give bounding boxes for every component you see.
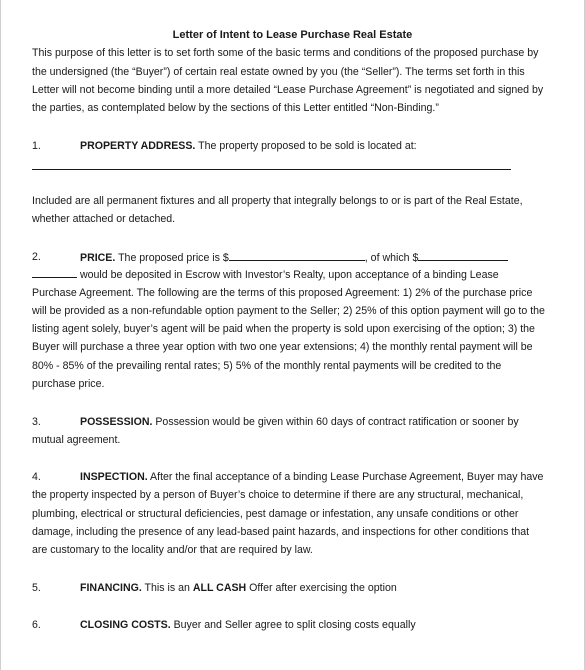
section-2-line: purchase price. — [32, 378, 105, 390]
section-4 — [80, 470, 543, 484]
section-3-text: Possession would be given within 60 days of contract ratification or sooner by — [152, 416, 519, 428]
section-6 — [80, 618, 416, 632]
section-5 — [80, 581, 397, 595]
section-4-text: After the final acceptance of a binding Lease Purchase Agreement, Buyer may have — [147, 471, 544, 483]
section-6-number: 6. — [32, 619, 41, 631]
section-1-heading: PROPERTY ADDRESS. — [80, 140, 196, 152]
section-2-number: 2. — [32, 251, 41, 263]
section-2-line: will be provided as a non-refundable option payment to the Seller; 2) 25% of this option payment will go to the — [32, 305, 545, 317]
section-5-heading: FINANCING. — [80, 582, 142, 594]
deposit-amount-blank[interactable] — [32, 267, 77, 278]
section-2-line: listing agent solely, buyer’s agent will be paid when the property is sold upon exercising of the option; 3) the — [32, 323, 535, 335]
section-2-line: Buyer will purchase a three year option with two one year extensions; 4) the monthly rental payment will be — [32, 341, 533, 353]
section-2 — [80, 250, 508, 265]
section-3-number: 3. — [32, 416, 41, 428]
section-2-line: Purchase Agreement. The following are the terms of this proposed Agreement: 1) 2% of the purchase price — [32, 287, 533, 299]
section-2-line2-text: would be deposited in Escrow with Investor’s Realty, upon acceptance of a binding Lease — [77, 269, 499, 281]
section-3-heading: POSSESSION. — [80, 416, 153, 428]
section-2-heading: PRICE. — [80, 252, 116, 264]
address-blank-line[interactable] — [32, 169, 511, 170]
section-2-text-a: The proposed price is $ — [115, 252, 229, 264]
all-cash-emphasis: ALL CASH — [192, 582, 247, 594]
section-4-line: plumbing, electrical or structural deficiencies, pest damage or infestation, any unsafe conditions or other — [32, 508, 519, 520]
section-3 — [80, 415, 519, 429]
section-4-line: the property inspected by a person of Buyer’s choice to determine if there are any structural, mechanical, — [32, 489, 524, 501]
section-1 — [80, 139, 417, 153]
intro-line: the undersigned (the “Buyer”) of certain real estate owned by you (the “Seller”). The terms set forth in this — [32, 66, 525, 78]
section-4-number: 4. — [32, 471, 41, 483]
price-blank[interactable] — [229, 250, 365, 261]
section-5-text-b: Offer after exercising the option — [246, 582, 397, 594]
section-3-line: mutual agreement. — [32, 434, 121, 446]
section-4-heading: INSPECTION. — [80, 471, 148, 483]
section-6-heading: CLOSING COSTS. — [80, 619, 171, 631]
intro-line: the parties, as contemplated below by the sections of this Letter entitled “Non-Binding.” — [32, 102, 439, 114]
section-2-line — [32, 267, 499, 282]
section-5-number: 5. — [32, 582, 41, 594]
section-4-line: damage, including the presence of any lead-based paint hazards, and inspections for other conditions that — [32, 526, 530, 538]
intro-line: This purpose of this letter is to set forth some of the basic terms and conditions of the proposed purchase by — [32, 47, 539, 59]
document-title: Letter of Intent to Lease Purchase Real Estate — [172, 29, 413, 41]
deposit-blank[interactable] — [418, 250, 508, 261]
section-2-line: 80% - 85% of the prevailing rental rates; 5) 5% of the monthly rental payments will be credited to the — [32, 360, 502, 372]
section-1-text: The property proposed to be sold is located at: — [195, 140, 417, 152]
section-1-line: whether attached or detached. — [32, 213, 176, 225]
section-4-line: are customary to the locality and/or that are required by law. — [32, 544, 313, 556]
section-5-text-a: This is an — [141, 582, 193, 594]
section-2-text-b: , of which $ — [364, 252, 419, 264]
section-1-number: 1. — [32, 140, 41, 152]
intro-line: Letter will not become binding until a more detailed “Lease Purchase Agreement” is negotiated and signed by — [32, 84, 544, 96]
section-1-line: Included are all permanent fixtures and all property that integrally belongs to or is part of the Real Estate, — [32, 195, 523, 207]
section-6-text: Buyer and Seller agree to split closing costs equally — [170, 619, 416, 631]
